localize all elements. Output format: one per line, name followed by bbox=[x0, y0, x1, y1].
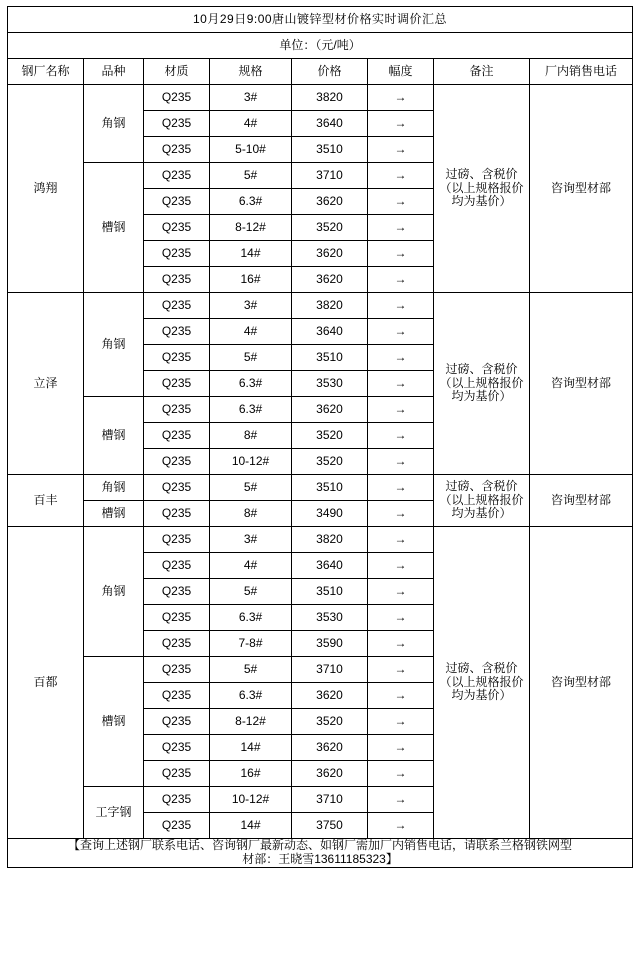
change-arrow-icon: → bbox=[368, 475, 434, 501]
mill-name: 百都 bbox=[8, 527, 84, 839]
change-arrow-icon: → bbox=[368, 215, 434, 241]
change-arrow-icon: → bbox=[368, 137, 434, 163]
change-arrow-icon: → bbox=[368, 709, 434, 735]
material-grade: Q235 bbox=[144, 293, 210, 319]
footer-row bbox=[8, 839, 633, 868]
price-value: 3490 bbox=[292, 501, 368, 527]
change-arrow-icon: → bbox=[368, 319, 434, 345]
material-grade: Q235 bbox=[144, 579, 210, 605]
price-value: 3520 bbox=[292, 215, 368, 241]
change-arrow-icon: → bbox=[368, 423, 434, 449]
price-value: 3640 bbox=[292, 111, 368, 137]
price-value: 3530 bbox=[292, 605, 368, 631]
product-kind: 槽钢 bbox=[84, 397, 144, 475]
price-value: 3620 bbox=[292, 761, 368, 787]
header-row bbox=[8, 59, 633, 85]
mill-name: 鸿翔 bbox=[8, 85, 84, 293]
spec-value: 10-12# bbox=[210, 787, 292, 813]
price-value: 3820 bbox=[292, 527, 368, 553]
change-arrow-icon: → bbox=[368, 683, 434, 709]
material-grade: Q235 bbox=[144, 241, 210, 267]
sheet-title: 10月29日9:00唐山镀锌型材价格实时调价汇总 bbox=[8, 7, 633, 33]
price-value: 3530 bbox=[292, 371, 368, 397]
remark-note: 过磅、含税价（以上规格报价均为基价） bbox=[434, 85, 530, 293]
sales-phone: 咨询型材部 bbox=[530, 527, 633, 839]
mill-name: 立泽 bbox=[8, 293, 84, 475]
material-grade: Q235 bbox=[144, 475, 210, 501]
table-row bbox=[8, 527, 633, 553]
material-grade: Q235 bbox=[144, 319, 210, 345]
material-grade: Q235 bbox=[144, 501, 210, 527]
spec-value: 10-12# bbox=[210, 449, 292, 475]
change-arrow-icon: → bbox=[368, 111, 434, 137]
material-grade: Q235 bbox=[144, 631, 210, 657]
product-kind: 槽钢 bbox=[84, 501, 144, 527]
price-value: 3750 bbox=[292, 813, 368, 839]
material-grade: Q235 bbox=[144, 553, 210, 579]
spec-value: 8# bbox=[210, 423, 292, 449]
spec-value: 16# bbox=[210, 267, 292, 293]
price-value: 3590 bbox=[292, 631, 368, 657]
spec-value: 6.3# bbox=[210, 397, 292, 423]
material-grade: Q235 bbox=[144, 813, 210, 839]
change-arrow-icon: → bbox=[368, 735, 434, 761]
unit-row bbox=[8, 33, 633, 59]
material-grade: Q235 bbox=[144, 605, 210, 631]
spec-value: 8-12# bbox=[210, 215, 292, 241]
spec-value: 5# bbox=[210, 345, 292, 371]
change-arrow-icon: → bbox=[368, 449, 434, 475]
spec-value: 4# bbox=[210, 111, 292, 137]
remark-note: 过磅、含税价（以上规格报价均为基价） bbox=[434, 293, 530, 475]
change-arrow-icon: → bbox=[368, 787, 434, 813]
sales-phone: 咨询型材部 bbox=[530, 85, 633, 293]
change-arrow-icon: → bbox=[368, 345, 434, 371]
table-row bbox=[8, 85, 633, 111]
product-kind: 角钢 bbox=[84, 475, 144, 501]
spec-value: 14# bbox=[210, 735, 292, 761]
change-arrow-icon: → bbox=[368, 293, 434, 319]
spec-value: 4# bbox=[210, 553, 292, 579]
material-grade: Q235 bbox=[144, 215, 210, 241]
material-grade: Q235 bbox=[144, 345, 210, 371]
material-grade: Q235 bbox=[144, 709, 210, 735]
spec-value: 3# bbox=[210, 293, 292, 319]
spec-value: 5# bbox=[210, 163, 292, 189]
column-header-7: 厂内销售电话 bbox=[530, 59, 633, 85]
spec-value: 3# bbox=[210, 85, 292, 111]
material-grade: Q235 bbox=[144, 137, 210, 163]
spec-value: 16# bbox=[210, 761, 292, 787]
material-grade: Q235 bbox=[144, 761, 210, 787]
change-arrow-icon: → bbox=[368, 241, 434, 267]
material-grade: Q235 bbox=[144, 189, 210, 215]
table-row bbox=[8, 293, 633, 319]
price-value: 3510 bbox=[292, 137, 368, 163]
price-value: 3510 bbox=[292, 345, 368, 371]
product-kind: 槽钢 bbox=[84, 657, 144, 787]
change-arrow-icon: → bbox=[368, 163, 434, 189]
column-header-4: 价格 bbox=[292, 59, 368, 85]
price-value: 3520 bbox=[292, 423, 368, 449]
change-arrow-icon: → bbox=[368, 189, 434, 215]
material-grade: Q235 bbox=[144, 267, 210, 293]
price-value: 3620 bbox=[292, 241, 368, 267]
spec-value: 14# bbox=[210, 241, 292, 267]
footer-line-1: 【查询上述钢厂联系电话、咨询钢厂最新动态、如钢厂需加厂内销售电话，请联系兰格钢铁网型 bbox=[68, 838, 573, 852]
price-value: 3520 bbox=[292, 709, 368, 735]
sales-phone: 咨询型材部 bbox=[530, 293, 633, 475]
column-header-3: 规格 bbox=[210, 59, 292, 85]
price-value: 3620 bbox=[292, 683, 368, 709]
change-arrow-icon: → bbox=[368, 397, 434, 423]
change-arrow-icon: → bbox=[368, 579, 434, 605]
material-grade: Q235 bbox=[144, 449, 210, 475]
price-value: 3510 bbox=[292, 579, 368, 605]
price-value: 3620 bbox=[292, 397, 368, 423]
spec-value: 6.3# bbox=[210, 683, 292, 709]
price-value: 3820 bbox=[292, 85, 368, 111]
material-grade: Q235 bbox=[144, 397, 210, 423]
remark-note: 过磅、含税价（以上规格报价均为基价） bbox=[434, 475, 530, 527]
column-header-0: 钢厂名称 bbox=[8, 59, 84, 85]
change-arrow-icon: → bbox=[368, 813, 434, 839]
column-header-6: 备注 bbox=[434, 59, 530, 85]
material-grade: Q235 bbox=[144, 163, 210, 189]
spec-value: 7-8# bbox=[210, 631, 292, 657]
price-value: 3620 bbox=[292, 267, 368, 293]
spec-value: 3# bbox=[210, 527, 292, 553]
change-arrow-icon: → bbox=[368, 501, 434, 527]
material-grade: Q235 bbox=[144, 527, 210, 553]
sales-phone: 咨询型材部 bbox=[530, 475, 633, 527]
price-value: 3640 bbox=[292, 319, 368, 345]
spec-value: 6.3# bbox=[210, 189, 292, 215]
product-kind: 工字钢 bbox=[84, 787, 144, 839]
price-value: 3520 bbox=[292, 449, 368, 475]
material-grade: Q235 bbox=[144, 111, 210, 137]
price-value: 3710 bbox=[292, 657, 368, 683]
change-arrow-icon: → bbox=[368, 631, 434, 657]
product-kind: 槽钢 bbox=[84, 163, 144, 293]
spec-value: 14# bbox=[210, 813, 292, 839]
change-arrow-icon: → bbox=[368, 553, 434, 579]
unit-label: 单位：（元/吨） bbox=[8, 33, 633, 59]
spec-value: 6.3# bbox=[210, 371, 292, 397]
table-row bbox=[8, 475, 633, 501]
price-value: 3710 bbox=[292, 787, 368, 813]
column-header-1: 品种 bbox=[84, 59, 144, 85]
material-grade: Q235 bbox=[144, 683, 210, 709]
material-grade: Q235 bbox=[144, 657, 210, 683]
change-arrow-icon: → bbox=[368, 371, 434, 397]
column-header-2: 材质 bbox=[144, 59, 210, 85]
mill-name: 百丰 bbox=[8, 475, 84, 527]
material-grade: Q235 bbox=[144, 423, 210, 449]
price-value: 3620 bbox=[292, 735, 368, 761]
change-arrow-icon: → bbox=[368, 267, 434, 293]
material-grade: Q235 bbox=[144, 735, 210, 761]
spec-value: 5# bbox=[210, 579, 292, 605]
change-arrow-icon: → bbox=[368, 605, 434, 631]
price-value: 3640 bbox=[292, 553, 368, 579]
material-grade: Q235 bbox=[144, 371, 210, 397]
price-value: 3820 bbox=[292, 293, 368, 319]
spec-value: 5# bbox=[210, 475, 292, 501]
price-value: 3510 bbox=[292, 475, 368, 501]
product-kind: 角钢 bbox=[84, 85, 144, 163]
price-value: 3710 bbox=[292, 163, 368, 189]
spec-value: 5# bbox=[210, 657, 292, 683]
spec-value: 4# bbox=[210, 319, 292, 345]
spec-value: 5-10# bbox=[210, 137, 292, 163]
column-header-5: 幅度 bbox=[368, 59, 434, 85]
footer-note bbox=[8, 839, 633, 868]
change-arrow-icon: → bbox=[368, 85, 434, 111]
spec-value: 8# bbox=[210, 501, 292, 527]
footer-line-2: 材部：王晓雪13611185323】 bbox=[242, 851, 398, 866]
spec-value: 8-12# bbox=[210, 709, 292, 735]
product-kind: 角钢 bbox=[84, 527, 144, 657]
change-arrow-icon: → bbox=[368, 657, 434, 683]
price-value: 3620 bbox=[292, 189, 368, 215]
material-grade: Q235 bbox=[144, 787, 210, 813]
change-arrow-icon: → bbox=[368, 761, 434, 787]
remark-note: 过磅、含税价（以上规格报价均为基价） bbox=[434, 527, 530, 839]
product-kind: 角钢 bbox=[84, 293, 144, 397]
price-table bbox=[7, 6, 633, 868]
spec-value: 6.3# bbox=[210, 605, 292, 631]
material-grade: Q235 bbox=[144, 85, 210, 111]
change-arrow-icon: → bbox=[368, 527, 434, 553]
title-row bbox=[8, 7, 633, 33]
